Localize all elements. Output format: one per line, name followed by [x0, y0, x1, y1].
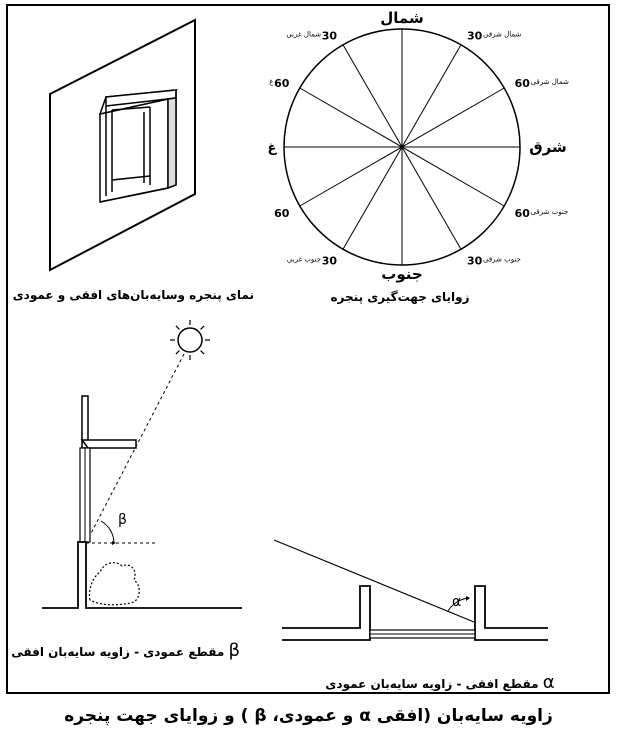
- window-opening: [100, 99, 168, 202]
- figure-caption: زاویه سایه‌بان (افقی α و عمودی، β ) و زوایای جهت پنجره: [64, 706, 553, 726]
- compass-tick-degree: 30: [467, 254, 483, 268]
- sun-ray: [201, 326, 205, 330]
- orientation-compass: [284, 29, 520, 265]
- sun-ray-line: [274, 540, 474, 622]
- compass-tick-degree: 30: [467, 29, 483, 43]
- compass-tick-direction: جنوب شرقی: [483, 255, 521, 264]
- compass-tick-degree: 60: [274, 207, 290, 220]
- caption-orientation: زوایای جهت‌گیری پنجره: [330, 290, 470, 304]
- compass-east-label: شرق: [529, 138, 567, 156]
- compass-west-label: غ: [267, 141, 277, 156]
- sun-icon: [178, 328, 202, 352]
- compass-tick-degree: 60: [514, 207, 530, 220]
- compass-tick-direction: غ: [269, 78, 274, 86]
- compass-tick-degree: 60: [514, 77, 530, 90]
- horizontal-section: [274, 540, 548, 640]
- caption-horizontal-section: [320, 672, 560, 693]
- beta-symbol-caption: β: [228, 640, 240, 661]
- compass-north-label: شمال: [380, 9, 424, 27]
- caption-horizontal-text: مقطع افقی - زاویه سایه‌بان عمودی: [325, 677, 539, 691]
- caption-window-view: نمای پنجره وسایه‌بان‌های افقی و عمودی: [12, 288, 254, 302]
- compass-tick-direction: جنوب غربی: [286, 255, 321, 264]
- beta-symbol: β: [118, 512, 127, 528]
- caption-vertical-text: مقطع عمودی - زاویه سایه‌بان افقی: [11, 645, 225, 659]
- alpha-symbol-caption: α: [542, 672, 555, 693]
- vertical-fin: [168, 98, 176, 188]
- compass-tick-direction: شمال شرقی: [483, 30, 522, 39]
- horizontal-overhang: [82, 440, 136, 448]
- compass-tick-direction: جنوب شرقی: [530, 208, 569, 216]
- shrub: [89, 563, 139, 605]
- compass-south-label: جنوب: [381, 265, 423, 283]
- compass-tick-degree: 60: [274, 77, 290, 90]
- sun-ray: [176, 326, 180, 330]
- compass-tick-degree: 30: [321, 254, 337, 268]
- sun-ray: [176, 351, 180, 355]
- sun-ray: [201, 351, 205, 355]
- window-elevation: [50, 20, 195, 270]
- wall-right-stub: [475, 586, 548, 640]
- compass-tick-degree: 30: [321, 29, 337, 43]
- vertical-section: [42, 320, 242, 608]
- wall-left-stub: [282, 586, 370, 640]
- angle-beta-arc: [101, 521, 114, 543]
- compass-tick-direction: شمال غربی: [286, 30, 321, 39]
- compass-tick-direction: شمال شرقی: [530, 78, 569, 86]
- wall-lower: [42, 542, 242, 608]
- alpha-symbol: α: [452, 594, 462, 610]
- caption-vertical-section: [11, 640, 240, 661]
